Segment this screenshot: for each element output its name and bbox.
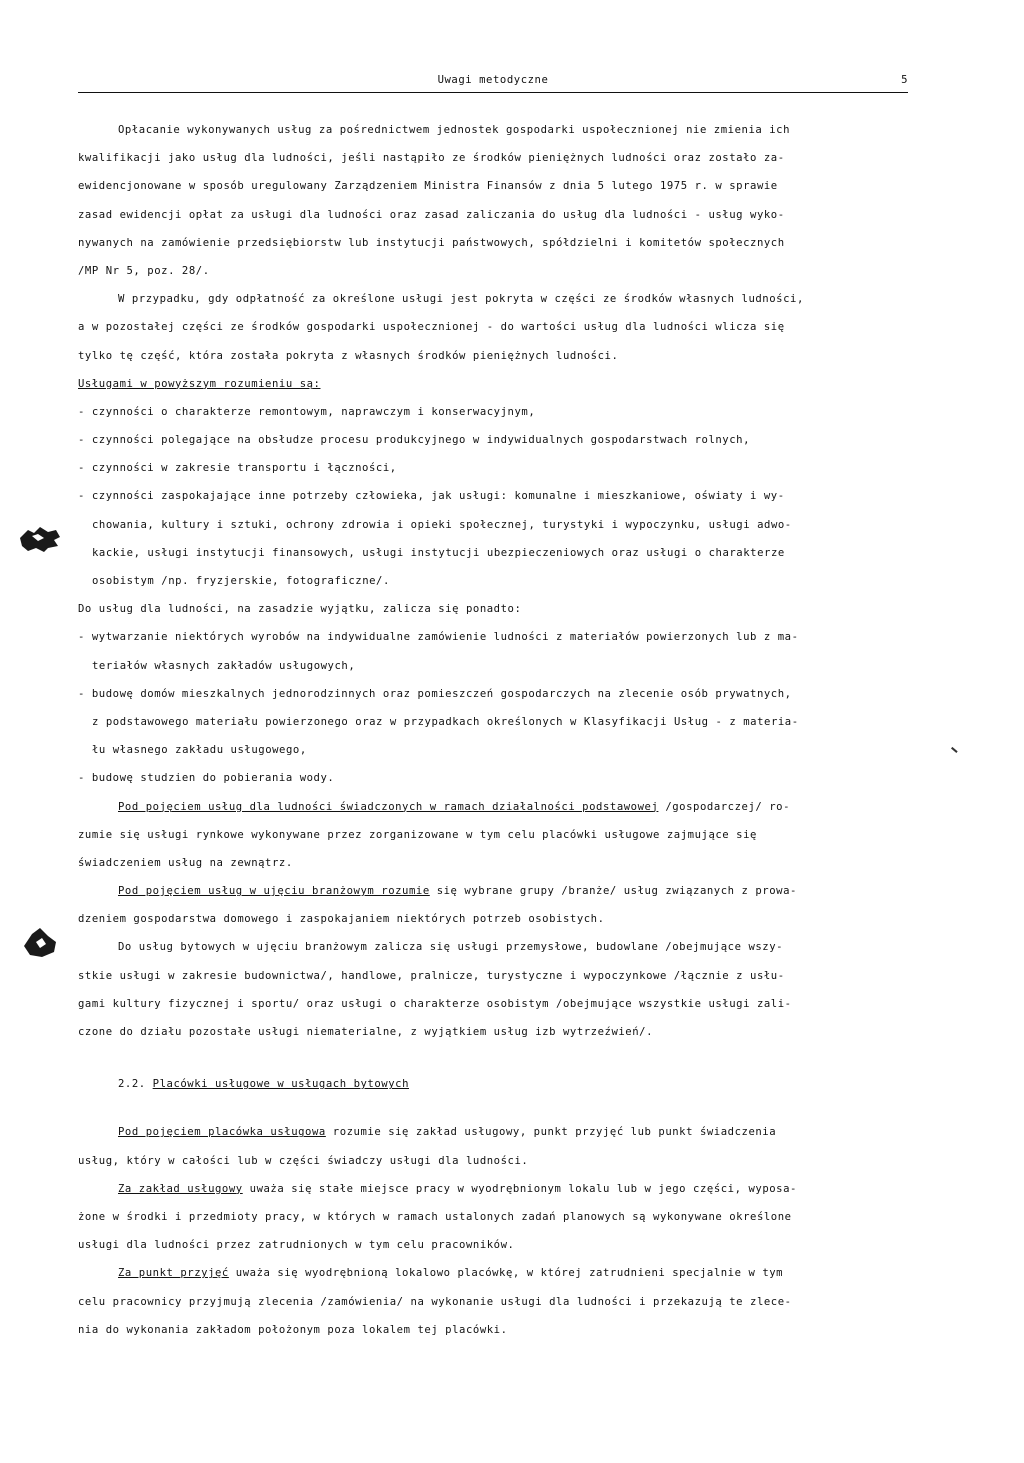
text-line: - czynności o charakterze remontowym, naprawczym i konserwacyjnym, (78, 405, 536, 418)
text-line: stkie usługi w zakresie budownictwa/, handlowe, pralnicze, turystyczne i wypoczynkowe /łącznie z usłu- (78, 969, 785, 982)
line-text: /gospodarczej/ ro- (658, 800, 791, 813)
scan-blot-bottom (20, 924, 60, 960)
text-line (78, 1118, 924, 1146)
text-line: - czynności w zakresie transportu i łączności, (78, 462, 397, 475)
scan-mark (951, 747, 957, 753)
section-title: Placówki usługowe w usługach bytowych (152, 1078, 409, 1091)
text-line: usług, który w całości lub w części świadczy usługi dla ludności. (78, 1154, 529, 1167)
text-line: /MP Nr 5, poz. 28/. (78, 264, 210, 277)
text-line: kackie, usługi instytucji finansowych, usługi instytucji ubezpieczeniowych oraz usługi o charakterze (92, 546, 785, 559)
text-line: Do usług dla ludności, na zasadzie wyjątku, zalicza się ponadto: (78, 603, 522, 616)
line-text: się wybrane grupy /branże/ usług związanych z prowa- (429, 885, 797, 898)
text-line: tylko tę część, która została pokryta z własnych środków pieniężnych ludności. (78, 349, 619, 362)
text-line: z podstawowego materiału powierzonego oraz w przypadkach określonych w Klasyfikacji Usług - z materia- (92, 715, 799, 728)
section-number: 2.2. (118, 1078, 146, 1091)
line-text: uważa się stałe miejsce pracy w wyodrębnionym lokalu lub w jego części, wyposa- (242, 1182, 797, 1195)
page-title: Uwagi metodyczne (437, 74, 549, 86)
text-line (78, 1175, 924, 1203)
page-body (78, 116, 924, 1344)
defined-term: Pod pojęciem usług dla ludności świadczonych w ramach działalności podstawowej (118, 800, 659, 813)
page-header (78, 70, 908, 90)
defined-term: Pod pojęciem placówka usługowa (118, 1126, 326, 1139)
text-line (78, 877, 924, 905)
text-line: zasad ewidencji opłat za usługi dla ludności oraz zasad zaliczania do usług dla ludności - usług wyko- (78, 208, 785, 221)
text-line: Do usług bytowych w ujęciu branżowym zalicza się usługi przemysłowe, budowlane /obejmujące wszy- (118, 941, 784, 954)
text-line: zumie się usługi rynkowe wykonywane przez zorganizowane w tym celu placówki usługowe zajmujące się (78, 828, 757, 841)
text-line: żone w środki i przedmioty pracy, w których w ramach ustalonych zadań planowych są wykonywane określone (78, 1210, 792, 1223)
text-line: łu własnego zakładu usługowego, (92, 744, 307, 757)
page-number: 5 (901, 74, 908, 86)
text-line: - czynności zaspokajające inne potrzeby człowieka, jak usługi: komunalne i mieszkaniowe, oświaty i wy- (78, 490, 785, 503)
text-line: gami kultury fizycznej i sportu/ oraz usługi o charakterze osobistym /obejmujące wszystkie usługi zali- (78, 997, 792, 1010)
line-text: uważa się wyodrębnioną lokalowo placówkę, w której zatrudnieni specjalnie w tym (228, 1267, 784, 1280)
text-line: nia do wykonania zakładom położonym poza lokalem tej placówki. (78, 1323, 508, 1336)
text-line: - czynności polegające na obsłudze procesu produkcyjnego w indywidualnych gospodarstwach rolnych, (78, 434, 751, 447)
text-line: W przypadku, gdy odpłatność za określone usługi jest pokryta w części ze środków własnych ludności, (118, 293, 804, 306)
section-heading (78, 1070, 924, 1098)
text-line: nywanych na zamówienie przedsiębiorstw lub instytucji państwowych, spółdzielni i komitetów społecznych (78, 236, 785, 249)
line-text: rozumie się zakład usługowy, punkt przyjęć lub punkt świadczenia (325, 1126, 777, 1139)
text-line (78, 793, 924, 821)
text-line: usługi dla ludności przez zatrudnionych w tym celu pracowników. (78, 1239, 515, 1252)
text-line: - budowę domów mieszkalnych jednorodzinnych oraz pomieszczeń gospodarczych na zlecenie osób prywatnych, (78, 687, 792, 700)
text-line: teriałów własnych zakładów usługowych, (92, 659, 356, 672)
text-line: świadczeniem usług na zewnątrz. (78, 856, 293, 869)
defined-term: Za punkt przyjęć (118, 1267, 229, 1280)
text-line: - wytwarzanie niektórych wyrobów na indywidualne zamówienie ludności z materiałów powierzonych lub z ma- (78, 631, 799, 644)
text-line: Opłacanie wykonywanych usług za pośrednictwem jednostek gospodarki uspołecznionej nie zmienia ich (118, 124, 791, 136)
text-line: celu pracownicy przyjmują zlecenia /zamówienia/ na wykonanie usługi dla ludności i przekazują te zlece- (78, 1295, 792, 1308)
text-line: osobistym /np. fryzjerskie, fotograficzne/. (92, 575, 390, 587)
text-line: a w pozostałej części ze środków gospodarki uspołecznionej - do wartości usług dla ludności wlicza się (78, 321, 785, 334)
text-line (78, 1259, 924, 1287)
text-line: kwalifikacji jako usług dla ludności, jeśli nastąpiło ze środków pieniężnych ludności oraz zostało za- (78, 152, 785, 165)
text-line: chowania, kultury i sztuki, ochrony zdrowia i opieki społecznej, turystyki i wypoczynku, usługi adwo- (92, 518, 792, 531)
defined-term: Pod pojęciem usług w ujęciu branżowym rozumie (118, 885, 430, 898)
header-rule (78, 92, 908, 93)
text-line: Usługami w powyższym rozumieniu są: (78, 377, 321, 390)
text-line: - budowę studzien do pobierania wody. (78, 772, 335, 785)
text-line: czone do działu pozostałe usługi niematerialne, z wyjątkiem usług izb wytrzeźwień/. (78, 1026, 654, 1038)
text-line: ewidencjonowane w sposób uregulowany Zarządzeniem Ministra Finansów z dnia 5 lutego 1975 r. w sprawie (78, 180, 778, 193)
scan-blot-top (18, 524, 62, 554)
defined-term: Za zakład usługowy (118, 1182, 243, 1195)
text-line: dzeniem gospodarstwa domowego i zaspokajaniem niektórych potrzeb osobistych. (78, 913, 605, 926)
text-lines (78, 116, 924, 793)
